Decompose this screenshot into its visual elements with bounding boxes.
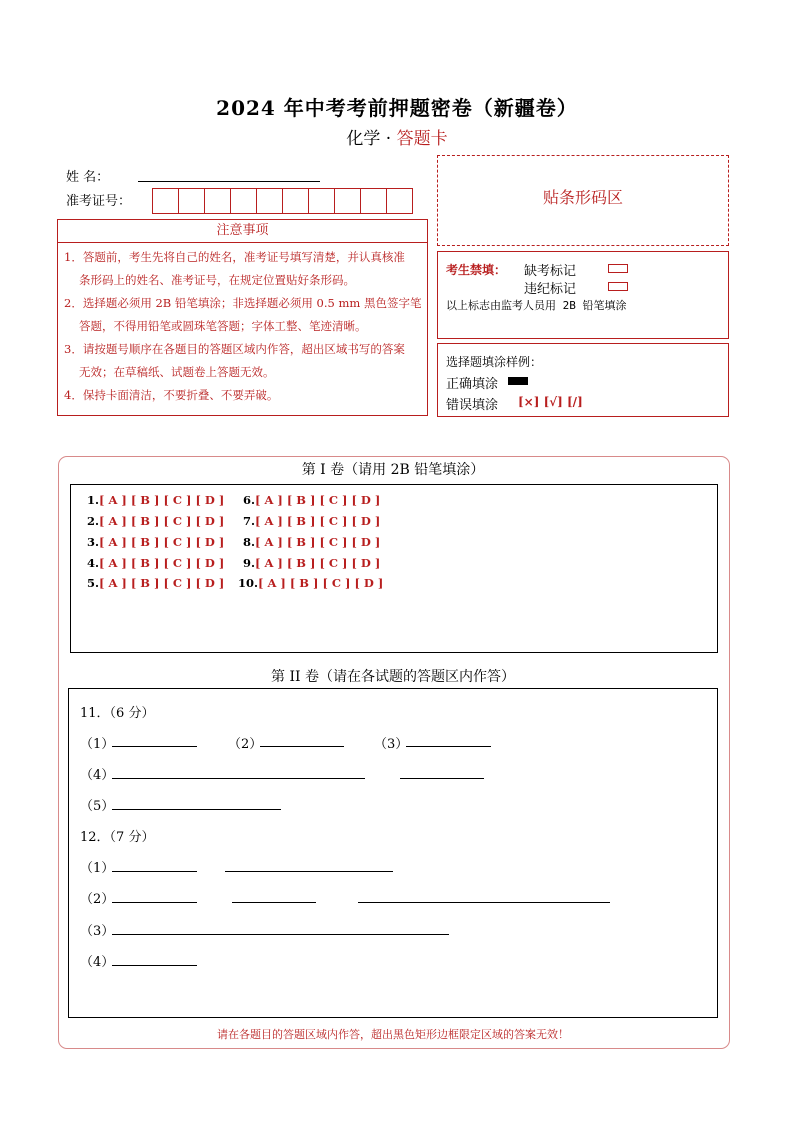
part-label: （2） <box>228 737 263 752</box>
correct-fill-label: 正确填涂 <box>446 377 499 392</box>
notice-line: 无效；在草稿纸、试题卷上答题无效。 <box>79 365 275 379</box>
id-cell[interactable] <box>282 188 309 214</box>
forbid-note: 以上标志由监考人员用 2B 铅笔填涂 <box>446 299 627 312</box>
exam-id-label: 准考证号： <box>66 194 132 209</box>
forbid-label: 考生禁填： <box>446 263 507 277</box>
id-cell[interactable] <box>152 188 179 214</box>
answer-blank[interactable] <box>112 871 197 872</box>
name-label: 姓 名： <box>66 170 110 185</box>
page-subtitle <box>0 124 794 149</box>
absent-mark-box[interactable] <box>608 264 628 273</box>
part-label: （1） <box>80 737 115 752</box>
violation-mark-box[interactable] <box>608 282 628 291</box>
answer-blank[interactable] <box>112 965 197 966</box>
id-cell[interactable] <box>256 188 283 214</box>
notice-line: 答题，不得用铅笔或圆珠笔答题；字体工整、笔迹清晰。 <box>79 319 367 333</box>
answer-blank[interactable] <box>112 934 449 935</box>
exam-id-boxes[interactable] <box>152 188 412 214</box>
notice-line: 3．请按题号顺序在各题目的答题区域内作答，超出区域书写的答案 <box>64 342 405 356</box>
section1-title: 第 I 卷（请用 2B 铅笔填涂） <box>301 462 485 478</box>
part-label: （4） <box>80 768 115 783</box>
multiple-choice-box <box>70 484 718 653</box>
answer-blank[interactable] <box>406 746 491 747</box>
name-field[interactable] <box>138 181 320 182</box>
mc-question[interactable]: 1.[ A ] [ B ] [ C ] [ D ] <box>87 493 225 507</box>
answer-blank[interactable] <box>358 902 610 903</box>
mc-question[interactable]: 7.[ A ] [ B ] [ C ] [ D ] <box>243 514 381 528</box>
notice-body <box>57 242 428 416</box>
fill-sample-area <box>437 343 729 417</box>
answer-blank[interactable] <box>112 902 197 903</box>
id-cell[interactable] <box>178 188 205 214</box>
footer-warning: 请在各题目的答题区域内作答，超出黑色矩形边框限定区域的答案无效！ <box>217 1028 569 1041</box>
violation-label: 违纪标记 <box>524 282 577 297</box>
part-label: （4） <box>80 955 115 970</box>
id-cell[interactable] <box>360 188 387 214</box>
question-11-heading: 11．（6 分） <box>80 706 155 721</box>
wrong-fill-marks: [×] [√] [/] <box>518 395 583 409</box>
answer-blank[interactable] <box>112 746 197 747</box>
id-cell[interactable] <box>308 188 335 214</box>
wrong-fill-label: 错误填涂 <box>446 398 499 413</box>
mc-question[interactable]: 8.[ A ] [ B ] [ C ] [ D ] <box>243 535 381 549</box>
mc-question[interactable]: 2.[ A ] [ B ] [ C ] [ D ] <box>87 514 225 528</box>
notice-line: 1．答题前，考生先将自己的姓名，准考证号填写清楚，并认真核准 <box>64 250 405 264</box>
answer-blank[interactable] <box>112 809 281 810</box>
id-cell[interactable] <box>386 188 413 214</box>
section2-title: 第 II 卷（请在各试题的答题区内作答） <box>271 669 515 685</box>
id-cell[interactable] <box>334 188 361 214</box>
question-12-heading: 12．（7 分） <box>80 830 155 845</box>
answer-blank[interactable] <box>232 902 316 903</box>
notice-line: 2．选择题必须用 2B 铅笔填涂；非选择题必须用 0.5 mm 黑色签字笔 <box>64 296 422 310</box>
id-cell[interactable] <box>230 188 257 214</box>
notice-heading: 注意事项 <box>57 219 428 243</box>
sample-title: 选择题填涂样例： <box>446 355 543 369</box>
mc-question[interactable]: 9.[ A ] [ B ] [ C ] [ D ] <box>243 556 381 570</box>
id-cell[interactable] <box>204 188 231 214</box>
absent-label: 缺考标记 <box>524 264 577 279</box>
answer-sheet-label: 答题卡 <box>396 129 448 149</box>
notice-line: 条形码上的姓名、准考证号，在规定位置贴好条形码。 <box>79 273 355 287</box>
mc-question[interactable]: 10.[ A ] [ B ] [ C ] [ D ] <box>238 576 384 590</box>
subject-label: 化学 · <box>346 129 397 149</box>
mc-question[interactable]: 5.[ A ] [ B ] [ C ] [ D ] <box>87 576 225 590</box>
part-label: （2） <box>80 892 115 907</box>
part-label: （3） <box>80 924 115 939</box>
barcode-area[interactable]: 贴条形码区 <box>437 155 729 246</box>
answer-blank[interactable] <box>225 871 393 872</box>
part-label: （1） <box>80 861 115 876</box>
answer-blank[interactable] <box>112 778 365 779</box>
part-label: （3） <box>374 737 409 752</box>
part-label: （5） <box>80 799 115 814</box>
mc-question[interactable]: 6.[ A ] [ B ] [ C ] [ D ] <box>243 493 381 507</box>
examiner-only-area <box>437 251 729 339</box>
notice-line: 4．保持卡面清洁，不要折叠、不要弄破。 <box>64 388 279 402</box>
mc-question[interactable]: 4.[ A ] [ B ] [ C ] [ D ] <box>87 556 225 570</box>
mc-question[interactable]: 3.[ A ] [ B ] [ C ] [ D ] <box>87 535 225 549</box>
correct-fill-mark <box>508 377 528 385</box>
answer-blank[interactable] <box>260 746 344 747</box>
page-title: 2024 年中考考前押题密卷（新疆卷） <box>216 96 578 120</box>
answer-blank[interactable] <box>400 778 484 779</box>
